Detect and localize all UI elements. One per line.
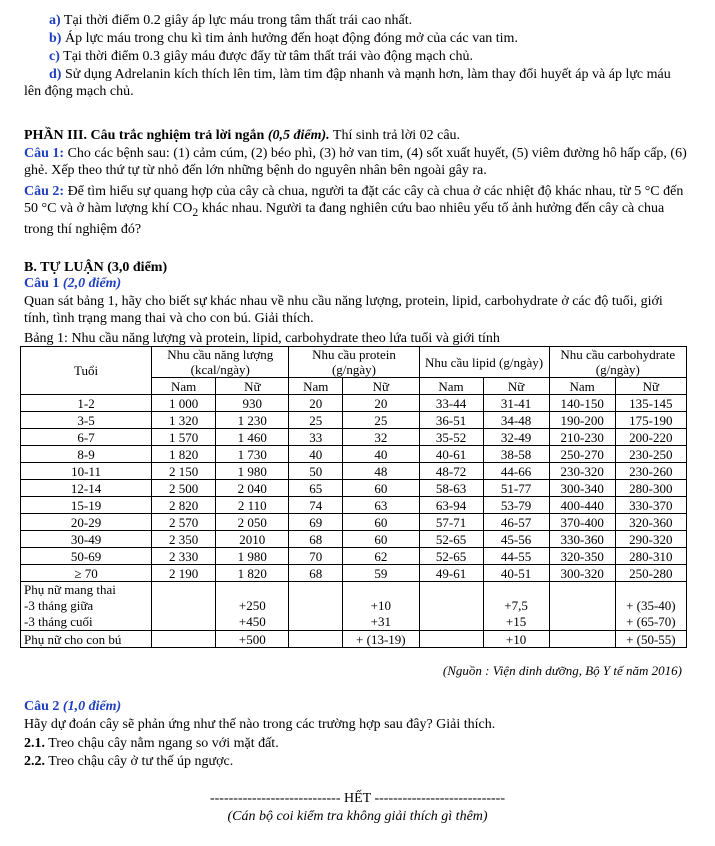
value-cell: 53-79 [483, 497, 549, 514]
age-cell: 12-14 [21, 480, 152, 497]
header-male: Nam [419, 378, 483, 395]
value-cell: 1 980 [216, 548, 289, 565]
value-cell: 33 [289, 429, 343, 446]
nutrition-table [20, 346, 687, 648]
nursing-protein: + (13-19) [343, 631, 419, 648]
value-cell: 1 730 [216, 446, 289, 463]
header-male: Nam [549, 378, 615, 395]
value-cell: 60 [343, 480, 419, 497]
value-cell: 69 [289, 514, 343, 531]
value-cell: 63 [343, 497, 419, 514]
value-cell: 1 820 [152, 446, 216, 463]
essay-q2-2 [24, 753, 687, 770]
table-row [21, 514, 687, 531]
value-cell: 40-61 [419, 446, 483, 463]
header-carbohydrate: Nhu cầu carbohydrate (g/ngày) [549, 347, 686, 378]
statement-c [24, 48, 687, 65]
table-source: (Nguồn : Viện dinh dưỡng, Bộ Y tế năm 2016) [442, 663, 682, 678]
statement-d [24, 66, 687, 100]
table-row [21, 565, 687, 582]
value-cell: 290-320 [615, 531, 686, 548]
table-row [21, 412, 687, 429]
value-cell: 25 [343, 412, 419, 429]
value-cell: 1 000 [152, 395, 216, 412]
value-cell: 280-310 [615, 548, 686, 565]
essay-q1-text: Quan sát bảng 1, hãy cho biết sự khác nhau về nhu cầu năng lượng, protein, lipid, carbohydrate ở các độ tuổi, giới tính, tình trạng mang thai và cho con bú. Giải thích. [24, 294, 663, 326]
value-cell: 49-61 [419, 565, 483, 582]
pregnant-protein: +10 +31 [343, 582, 419, 631]
header-protein: Nhu cầu protein (g/ngày) [289, 347, 419, 378]
part3-heading [24, 127, 687, 144]
table-caption: Bảng 1: Nhu cầu năng lượng và protein, lipid, carbohydrate theo lứa tuổi và giới tính [24, 331, 500, 346]
value-cell: 2 150 [152, 463, 216, 480]
value-cell: 1 570 [152, 429, 216, 446]
value-cell: 400-440 [549, 497, 615, 514]
value-cell: 2 820 [152, 497, 216, 514]
age-cell: 15-19 [21, 497, 152, 514]
part3-q2-text-b: khác nhau. Người ta đang nghiên cứu bao nhiêu yếu tố ảnh hưởng đến cây cà chua trong thí nghiệm đó? [24, 201, 665, 237]
essay-q1-heading [24, 275, 687, 292]
value-cell: 1 230 [216, 412, 289, 429]
essay-q1-points: (2,0 điểm) [59, 276, 122, 291]
value-cell: 68 [289, 565, 343, 582]
age-cell: 20-29 [21, 514, 152, 531]
part3-q1-text: Cho các bệnh sau: (1) cảm cúm, (2) béo phì, (3) hở van tim, (4) sốt xuất huyết, (5) viêm đường hô hấp cấp, (6) ghẻ. Xếp theo thứ tự từ nhỏ đến lớn những bệnh do nguyên nhân bên ngoài gây ra. [24, 146, 687, 178]
value-cell: 320-350 [549, 548, 615, 565]
value-cell: 135-145 [615, 395, 686, 412]
value-cell: 58-63 [419, 480, 483, 497]
value-cell: 62 [343, 548, 419, 565]
value-cell: 51-77 [483, 480, 549, 497]
table-row [21, 480, 687, 497]
essay-q2-1-text: Treo chậu cây nằm ngang so với mặt đất. [45, 736, 279, 751]
essay-q2-text: Hãy dự đoán cây sẽ phản ứng như thế nào trong các trường hợp sau đây? Giải thích. [24, 717, 496, 732]
value-cell: 20 [289, 395, 343, 412]
nursing-label: Phụ nữ cho con bú [21, 631, 152, 648]
part3-instruction: Thí sinh trả lời 02 câu. [329, 128, 461, 143]
part3-title: PHẦN III. Câu trắc nghiệm trả lời ngắn [24, 128, 265, 143]
header-female: Nữ [216, 378, 289, 395]
value-cell: 48 [343, 463, 419, 480]
value-cell: 60 [343, 531, 419, 548]
essay-q1-label: Câu 1 [24, 276, 60, 291]
value-cell: 210-230 [549, 429, 615, 446]
statement-d-label: d) [49, 67, 62, 82]
essay-q2-2-label: 2.2. [24, 754, 45, 769]
value-cell: 1 820 [216, 565, 289, 582]
table-row [21, 497, 687, 514]
value-cell: 70 [289, 548, 343, 565]
value-cell: 34-48 [483, 412, 549, 429]
value-cell: 230-320 [549, 463, 615, 480]
table-row [21, 548, 687, 565]
value-cell: 32-49 [483, 429, 549, 446]
value-cell: 20 [343, 395, 419, 412]
value-cell: 370-400 [549, 514, 615, 531]
part3-q1-label: Câu 1: [24, 146, 65, 161]
table-row [21, 463, 687, 480]
nursing-energy: +500 [216, 631, 289, 648]
value-cell: 200-220 [615, 429, 686, 446]
value-cell: 31-41 [483, 395, 549, 412]
header-female: Nữ [483, 378, 549, 395]
header-female: Nữ [343, 378, 419, 395]
value-cell: 60 [343, 514, 419, 531]
part3-q2-label: Câu 2: [24, 184, 65, 199]
header-male: Nam [289, 378, 343, 395]
table-row [21, 395, 687, 412]
essay-q2-1-label: 2.1. [24, 736, 45, 751]
value-cell: 330-370 [615, 497, 686, 514]
age-cell: 30-49 [21, 531, 152, 548]
value-cell: 35-52 [419, 429, 483, 446]
header-female: Nữ [615, 378, 686, 395]
header-energy: Nhu cầu năng lượng (kcal/ngày) [152, 347, 289, 378]
value-cell: 33-44 [419, 395, 483, 412]
value-cell: 330-360 [549, 531, 615, 548]
statement-b-label: b) [49, 31, 62, 46]
nursing-lipid: +10 [483, 631, 549, 648]
table-row [21, 446, 687, 463]
statement-b [24, 30, 687, 47]
essay-q2-label: Câu 2 [24, 699, 60, 714]
value-cell: 74 [289, 497, 343, 514]
value-cell: 250-270 [549, 446, 615, 463]
value-cell: 38-58 [483, 446, 549, 463]
essay-q2-1 [24, 735, 687, 752]
age-cell: 6-7 [21, 429, 152, 446]
age-cell: 8-9 [21, 446, 152, 463]
value-cell: 2 500 [152, 480, 216, 497]
value-cell: 1 320 [152, 412, 216, 429]
value-cell: 44-66 [483, 463, 549, 480]
pregnant-carbohydrate: + (35-40) + (65-70) [615, 582, 686, 631]
pregnant-mid-label: -3 tháng giữa [24, 598, 94, 613]
value-cell: 50 [289, 463, 343, 480]
essay-title: B. TỰ LUẬN (3,0 điểm) [24, 260, 168, 275]
value-cell: 300-340 [549, 480, 615, 497]
part3-points: (0,5 điểm). [264, 128, 330, 143]
value-cell: 36-51 [419, 412, 483, 429]
value-cell: 930 [216, 395, 289, 412]
header-age: Tuổi [21, 347, 152, 395]
value-cell: 1 980 [216, 463, 289, 480]
statement-d-text: Sử dụng Adrelanin kích thích lên tim, làm tim đập nhanh và mạnh hơn, làm thay đổi huyết áp và áp lực máu lên động mạch chủ. [24, 67, 671, 99]
pregnant-late-label: -3 tháng cuối [24, 614, 93, 629]
statement-a [24, 12, 687, 29]
pregnant-label: Phụ nữ mang thai [24, 582, 116, 597]
essay-q2-points: (1,0 điểm) [59, 699, 122, 714]
essay-q2-heading [24, 698, 687, 715]
value-cell: 40 [343, 446, 419, 463]
value-cell: 45-56 [483, 531, 549, 548]
statement-a-label: a) [49, 13, 61, 28]
age-cell: 1-2 [21, 395, 152, 412]
header-lipid: Nhu cầu lipid (g/ngày) [419, 347, 549, 378]
value-cell: 32 [343, 429, 419, 446]
value-cell: 63-94 [419, 497, 483, 514]
value-cell: 250-280 [615, 565, 686, 582]
value-cell: 2 110 [216, 497, 289, 514]
value-cell: 68 [289, 531, 343, 548]
part3-question-1 [24, 145, 687, 179]
value-cell: 1 460 [216, 429, 289, 446]
value-cell: 2 040 [216, 480, 289, 497]
part3-q2-text-a: Để tìm hiểu sự quang hợp của cây cà chua, người ta đặt các cây cà chua ở các nhiệt độ khác nhau, từ 5 °C đến 50 °C và ở hàm lượng khí CO [24, 184, 684, 216]
value-cell: 230-250 [615, 446, 686, 463]
value-cell: 175-190 [615, 412, 686, 429]
pregnant-label-cell [21, 582, 152, 631]
footer-note: (Cán bộ coi kiểm tra không giải thích gì thêm) [227, 809, 488, 824]
value-cell: 57-71 [419, 514, 483, 531]
header-male: Nam [152, 378, 216, 395]
part3-question-2 [24, 183, 687, 238]
value-cell: 320-360 [615, 514, 686, 531]
value-cell: 2 050 [216, 514, 289, 531]
value-cell: 280-300 [615, 480, 686, 497]
age-cell: 3-5 [21, 412, 152, 429]
value-cell: 2 190 [152, 565, 216, 582]
nursing-row [21, 631, 687, 648]
value-cell: 300-320 [549, 565, 615, 582]
value-cell: 140-150 [549, 395, 615, 412]
value-cell: 40-51 [483, 565, 549, 582]
value-cell: 230-260 [615, 463, 686, 480]
part3-q2-subscript: 2 [192, 205, 199, 219]
value-cell: 52-65 [419, 531, 483, 548]
statement-b-text: Áp lực máu trong chu kì tim ảnh hưởng đến hoạt động đóng mở của các van tim. [61, 31, 518, 46]
value-cell: 46-57 [483, 514, 549, 531]
essay-q2-2-text: Treo chậu cây ở tư thế úp ngược. [45, 754, 234, 769]
table-header-row [21, 347, 687, 378]
table-row [21, 429, 687, 446]
nursing-carbohydrate: + (50-55) [615, 631, 686, 648]
statement-a-text: Tại thời điểm 0.2 giây áp lực máu trong tâm thất trái cao nhất. [60, 13, 413, 28]
value-cell: 48-72 [419, 463, 483, 480]
value-cell: 2 570 [152, 514, 216, 531]
value-cell: 65 [289, 480, 343, 497]
value-cell: 59 [343, 565, 419, 582]
end-marker: ---------------------------- HẾT ---------------------------- [209, 791, 506, 806]
value-cell: 2 330 [152, 548, 216, 565]
statement-c-label: c) [49, 49, 60, 64]
age-cell: ≥ 70 [21, 565, 152, 582]
value-cell: 40 [289, 446, 343, 463]
value-cell: 52-65 [419, 548, 483, 565]
value-cell: 190-200 [549, 412, 615, 429]
table-row [21, 531, 687, 548]
value-cell: 25 [289, 412, 343, 429]
age-cell: 50-69 [21, 548, 152, 565]
value-cell: 2 350 [152, 531, 216, 548]
age-cell: 10-11 [21, 463, 152, 480]
value-cell: 44-55 [483, 548, 549, 565]
pregnant-energy: +250 +450 [216, 582, 289, 631]
pregnant-lipid: +7,5 +15 [483, 582, 549, 631]
pregnant-row [21, 582, 687, 631]
value-cell: 2010 [216, 531, 289, 548]
statement-c-text: Tại thời điểm 0.3 giây máu được đẩy từ tâm thất trái vào động mạch chủ. [59, 49, 473, 64]
